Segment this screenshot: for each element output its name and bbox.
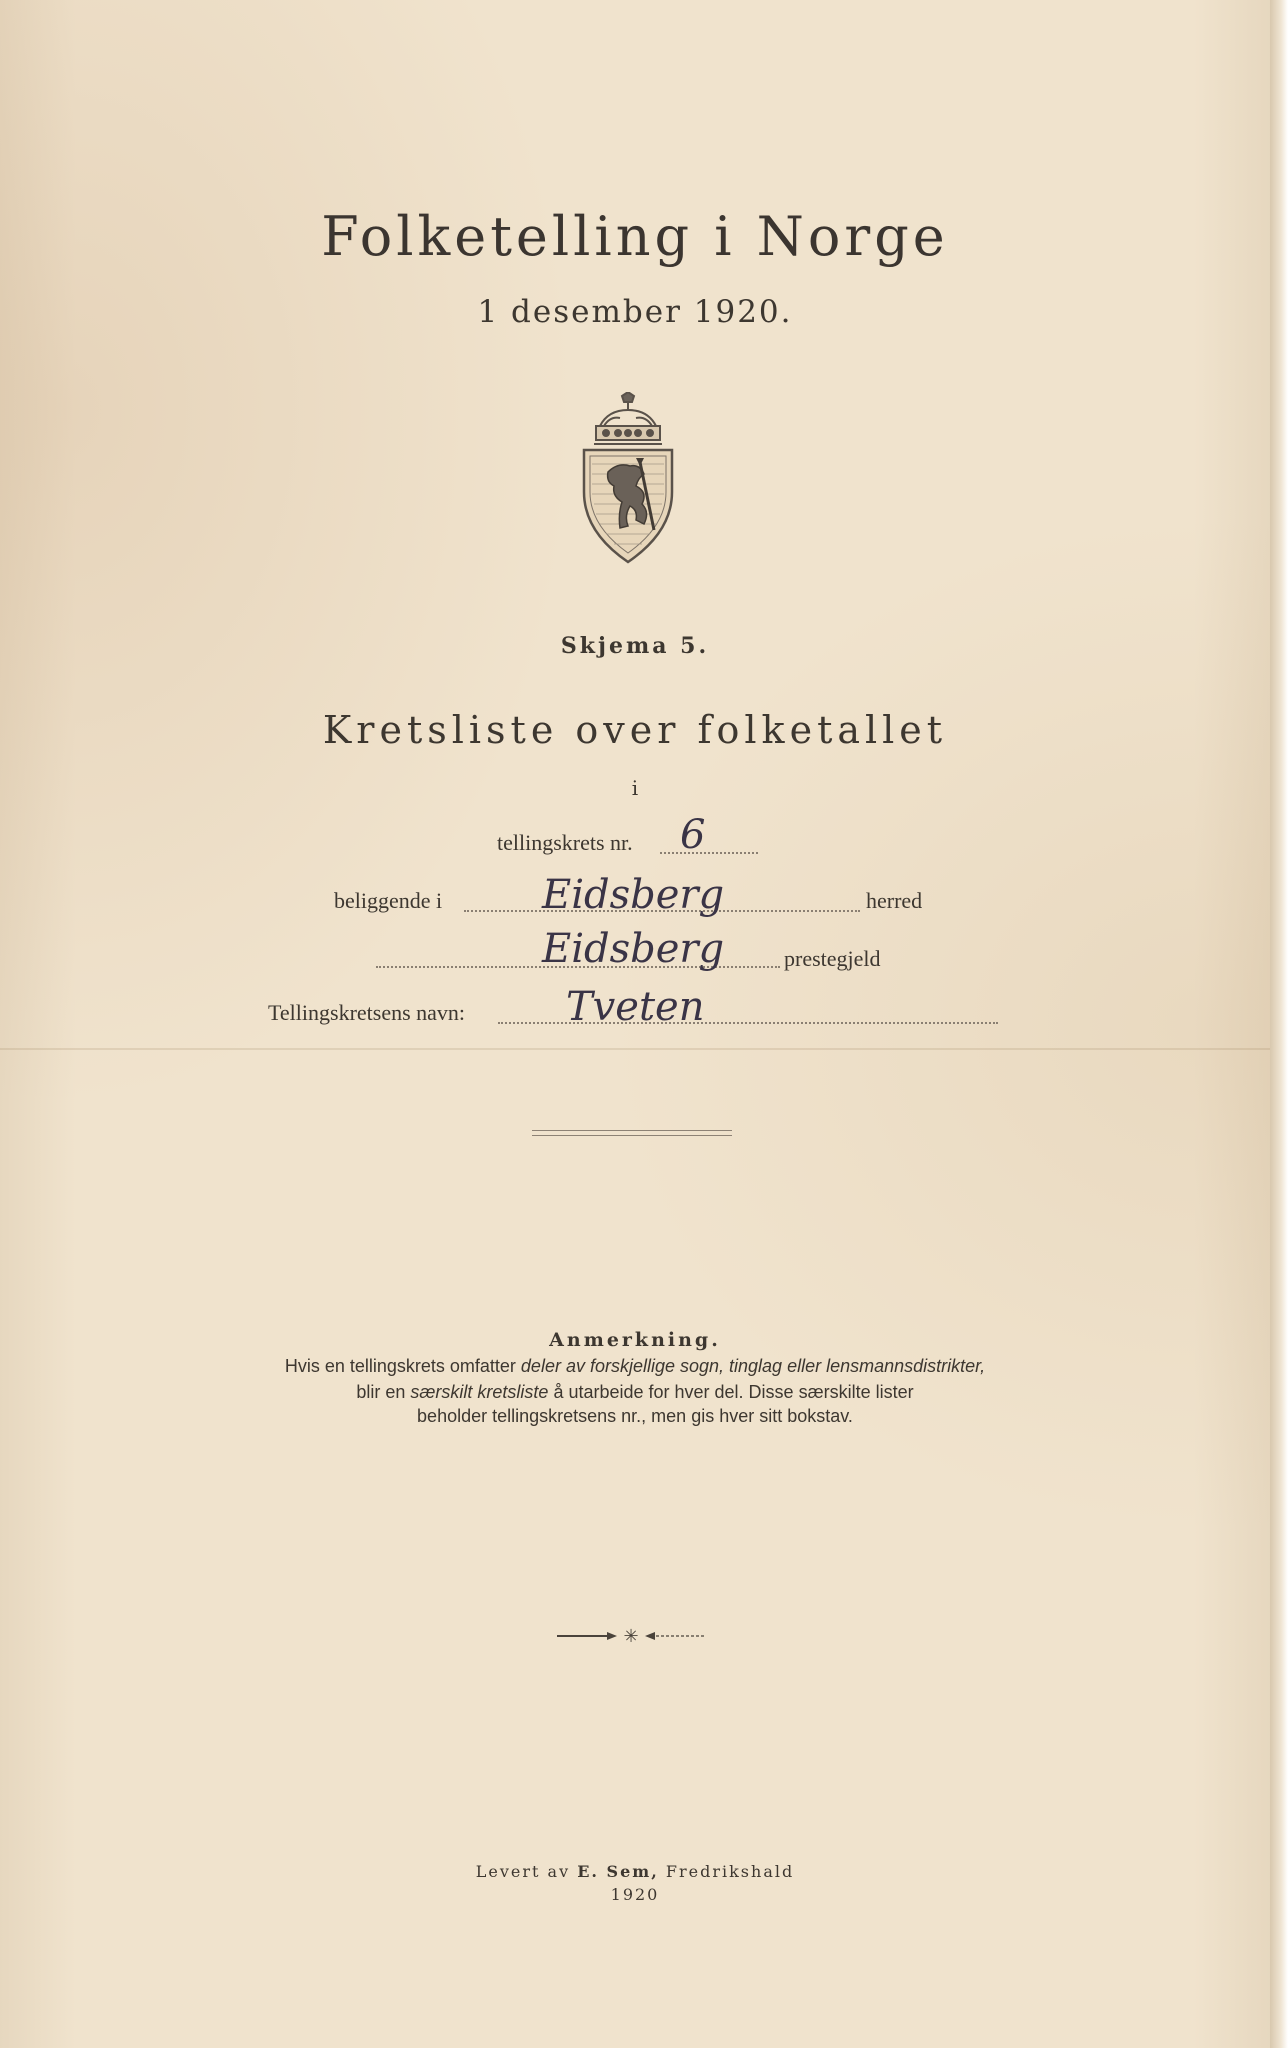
prestegjeld-label: prestegjeld	[784, 946, 881, 971]
beliggende-value: Eidsberg	[542, 872, 725, 918]
svg-text:✳: ✳	[623, 1626, 639, 1646]
kretsnavn-value: Tveten	[566, 984, 705, 1030]
tellingskrets-value: 6	[680, 812, 706, 858]
list-title: Kretsliste over folketallet	[322, 708, 948, 752]
preposition-i: i	[631, 776, 639, 800]
page-edge	[1270, 0, 1288, 2048]
printer-city: Fredrikshald	[658, 1862, 795, 1881]
note-line-2-text-a: blir en	[356, 1382, 411, 1402]
printer-line	[0, 1862, 1270, 1881]
tellingskrets-dotline	[660, 852, 758, 854]
note-line-2-text-c: å utarbeide for hver del. Disse særskilte lister	[548, 1382, 914, 1402]
note-line-1-text: Hvis en tellingskrets omfatter	[284, 1356, 521, 1376]
note-line-3: beholder tellingskretsens nr., men gis hver sitt bokstav.	[417, 1406, 853, 1426]
beliggende-label: beliggende i	[334, 888, 443, 913]
kretsnavn-label: Tellingskretsens navn:	[268, 1000, 466, 1025]
note-line-1	[0, 1356, 1270, 1377]
note-title: Anmerkning.	[549, 1329, 721, 1351]
tellingskrets-label: tellingskrets nr.	[497, 830, 633, 855]
note-line-1-italic: deler av forskjellige sogn, tinglag eller lensmannsdistrikter,	[520, 1356, 986, 1376]
document-date: 1 desember 1920.	[477, 294, 793, 330]
schema-number: Skjema 5.	[560, 633, 710, 659]
norway-coat-of-arms-icon	[578, 392, 678, 564]
prestegjeld-value: Eidsberg	[542, 926, 725, 972]
printer-name: E. Sem,	[577, 1862, 659, 1881]
paper-fold-line	[0, 1048, 1270, 1050]
note-line-2-italic: særskilt kretsliste	[410, 1382, 549, 1402]
horizontal-rule	[532, 1130, 732, 1136]
herred-label: herred	[866, 888, 923, 913]
document-title: Folketelling i Norge	[321, 205, 949, 268]
ornament-divider-icon	[555, 1626, 707, 1646]
note-line-2	[0, 1382, 1270, 1403]
printer-prefix: Levert av	[475, 1862, 578, 1881]
printer-year: 1920	[610, 1885, 660, 1904]
